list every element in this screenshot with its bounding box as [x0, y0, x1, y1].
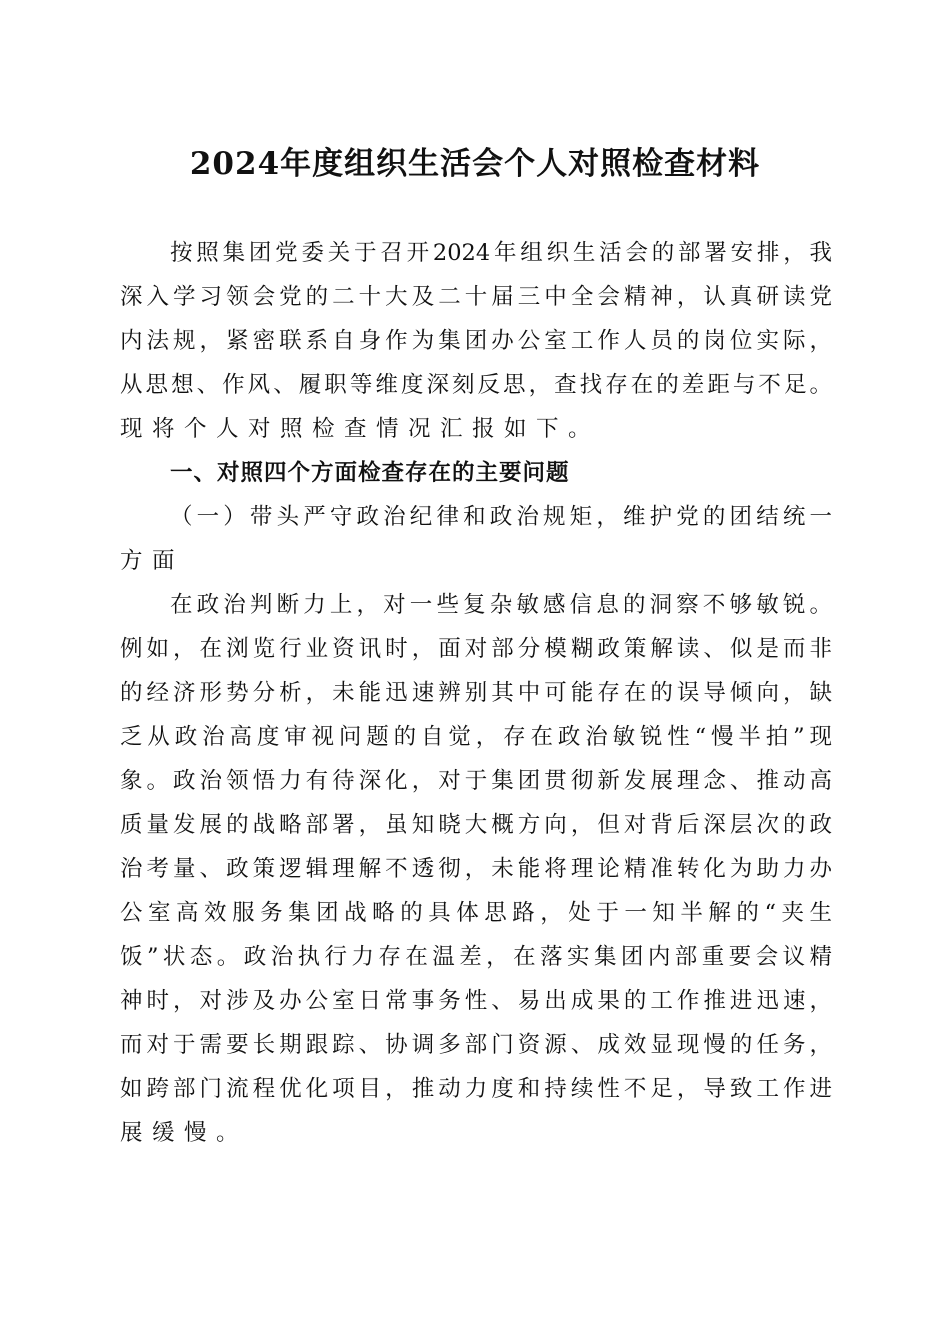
- text-line: 在政治判断力上，对一些复杂敏感信息的洞察不够敏锐。: [170, 592, 832, 618]
- text-line: （一）带头严守政治纪律和政治规矩，维护党的团结统一: [170, 504, 832, 530]
- intro-paragraph: [120, 231, 832, 451]
- text-line: 方面: [120, 548, 185, 574]
- section-heading: 一、对照四个方面检查存在的主要问题: [170, 460, 570, 486]
- text-line: 饭”状态。政治执行力存在温差，在落实集团内部重要会议精: [120, 944, 832, 970]
- text-line: 从思想、作风、履职等维度深刻反思，查找存在的差距与不足。: [120, 372, 832, 398]
- text-line: 公室高效服务集团战略的具体思路，处于一知半解的“夹生: [120, 900, 832, 926]
- text-line: 乏从政治高度审视问题的自觉，存在政治敏锐性“慢半拍”现: [120, 724, 832, 750]
- text-line: 内法规，紧密联系自身作为集团办公室工作人员的岗位实际，: [120, 328, 832, 354]
- text-line: 象。政治领悟力有待深化，对于集团贯彻新发展理念、推动高: [120, 768, 832, 794]
- text-line: 神时，对涉及办公室日常事务性、易出成果的工作推进迅速，: [120, 988, 832, 1014]
- text-line: 现将个人对照检查情况汇报如下。: [120, 416, 601, 442]
- document-title: 2024年度组织生活会个人对照检查材料: [189, 146, 761, 182]
- text-line: 的经济形势分析，未能迅速辨别其中可能存在的误导倾向，缺: [120, 680, 832, 706]
- text-line: 如跨部门流程优化项目，推动力度和持续性不足，导致工作进: [120, 1076, 832, 1102]
- text-line: 质量发展的战略部署，虽知晓大概方向，但对背后深层次的政: [120, 812, 832, 838]
- body-paragraph: [120, 583, 832, 1155]
- document-body: [120, 231, 832, 1155]
- text-line: 按照集团党委关于召开2024年组织生活会的部署安排，我: [170, 240, 832, 266]
- text-line: 展缓慢。: [120, 1120, 249, 1146]
- text-line: 治考量、政策逻辑理解不透彻，未能将理论精准转化为助力办: [120, 856, 832, 882]
- text-line: 而对于需要长期跟踪、协调多部门资源、成效显现慢的任务，: [120, 1032, 832, 1058]
- subsection-heading: [120, 495, 832, 583]
- text-line: 例如，在浏览行业资讯时，面对部分模糊政策解读、似是而非: [120, 636, 832, 662]
- text-line: 深入学习领会党的二十大及二十届三中全会精神，认真研读党: [120, 284, 832, 310]
